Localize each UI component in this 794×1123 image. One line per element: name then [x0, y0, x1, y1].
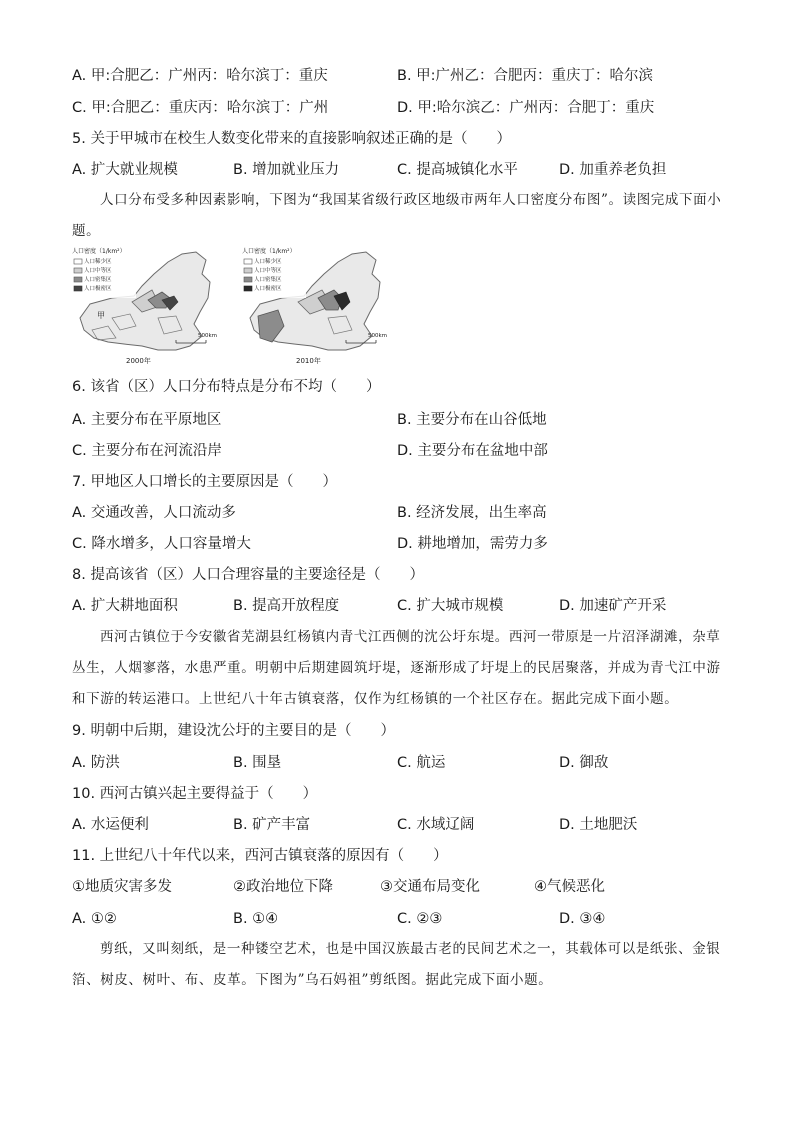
- scale-label: 500km: [368, 333, 388, 339]
- q6-stem: 6. 该省（区）人口分布特点是分布不均（ ）: [72, 379, 381, 395]
- passage-papercut: 剪纸，又叫刻纸，是一种镂空艺术，也是中国汉族最古老的民间艺术之一，其载体可以是纸张、金银箔、树皮、树叶、布、皮革。下图为”乌石妈祖”剪纸图。据此完成下面小题。: [72, 941, 721, 988]
- map-2010: [242, 246, 392, 368]
- legend-swatch-very-dense: [244, 286, 252, 291]
- legend-labels: 人口稀少区 人口中等区 人口密集区 人口极密区: [84, 259, 112, 292]
- q8-stem: 8. 提高该省（区）人口合理容量的主要途径是（ ）: [72, 567, 424, 583]
- label-jia: 甲: [97, 311, 105, 320]
- q7-option-c: C. 降水增多，人口容量增大: [72, 536, 251, 552]
- legend-labels: 人口稀少区 人口中等区 人口密集区 人口极密区: [254, 259, 282, 292]
- q4-option-c: C. 甲:合肥乙：重庆丙：哈尔滨丁：广州: [72, 100, 329, 116]
- q10-stem: 10. 西河古镇兴起主要得益于（ ）: [72, 786, 318, 802]
- q6-option-c: C. 主要分布在河流沿岸: [72, 443, 222, 459]
- q4-option-d: D. 甲:哈尔滨乙：广州丙：合肥丁：重庆: [397, 100, 655, 116]
- map-caption: 2000年: [126, 357, 151, 365]
- q11-stem: 11. 上世纪八十年代以来，西河古镇衰落的原因有（ ）: [72, 848, 448, 864]
- q9-option-d: D. 御敌: [559, 755, 609, 771]
- q11-statement-2: ②政治地位下降: [233, 879, 333, 895]
- q10-option-a: A. 水运便利: [72, 817, 149, 833]
- q7-stem: 7. 甲地区人口增长的主要原因是（ ）: [72, 474, 337, 490]
- q11-option-d: D. ③④: [559, 911, 606, 927]
- q5-option-a: A. 扩大就业规模: [72, 162, 178, 178]
- q11-statement-3: ③交通布局变化: [380, 879, 480, 895]
- legend-title: 人口密度（1/km²）: [242, 248, 296, 255]
- passage-xihe: 西河古镇位于今安徽省芜湖县红杨镇内青弋江西侧的沈公圩东堤。西河一带原是一片沼泽湖滩，杂草丛生，人烟寥落，水患严重。明朝中后期建圆筑圩堤，逐渐形成了圩堤上的民居聚落，并成为青弋江中游和下游的转运港口。上世纪八十年古镇衰落，仅作为红杨镇的一个社区存在。据此完成下面小题。: [72, 629, 721, 707]
- legend-swatch-sparse: [74, 259, 82, 264]
- q4-option-b: B. 甲:广州乙：合肥丙：重庆丁：哈尔滨: [397, 68, 654, 84]
- scale-label: 500km: [198, 333, 218, 339]
- q10-option-d: D. 土地肥沃: [559, 817, 638, 833]
- map-2000: [72, 246, 222, 368]
- q10-option-b: B. 矿产丰富: [233, 817, 311, 833]
- legend-swatch-medium: [74, 268, 82, 273]
- q8-option-b: B. 提高开放程度: [233, 598, 340, 614]
- legend-swatch-dense: [74, 277, 82, 282]
- q7-option-a: A. 交通改善，人口流动多: [72, 505, 236, 521]
- q8-option-a: A. 扩大耕地面积: [72, 598, 178, 614]
- legend-title: 人口密度（1/km²）: [72, 248, 126, 255]
- q6-option-b: B. 主要分布在山谷低地: [397, 412, 547, 428]
- q11-statement-4: ④气候恶化: [534, 879, 605, 895]
- q6-option-a: A. 主要分布在平原地区: [72, 412, 222, 428]
- map-caption: 2010年: [296, 357, 321, 365]
- q8-option-d: D. 加速矿产开采: [559, 598, 667, 614]
- q5-stem: 5. 关于甲城市在校生人数变化带来的直接影响叙述正确的是（ ）: [72, 131, 511, 147]
- q4-option-a: A. 甲:合肥乙：广州丙：哈尔滨丁：重庆: [72, 68, 328, 84]
- legend-swatch-sparse: [244, 259, 252, 264]
- q7-option-b: B. 经济发展，出生率高: [397, 505, 547, 521]
- legend-swatch-medium: [244, 268, 252, 273]
- q7-option-d: D. 耕地增加，需劳力多: [397, 536, 548, 552]
- q9-stem: 9. 明朝中后期，建设沈公圩的主要目的是（ ）: [72, 723, 395, 739]
- q9-option-c: C. 航运: [397, 755, 446, 771]
- legend-swatch-dense: [244, 277, 252, 282]
- q5-option-c: C. 提高城镇化水平: [397, 162, 518, 178]
- q11-option-a: A. ①②: [72, 911, 117, 927]
- q11-option-b: B. ①④: [233, 911, 279, 927]
- q8-option-c: C. 扩大城市规模: [397, 598, 504, 614]
- legend-swatch-very-dense: [74, 286, 82, 291]
- q10-option-c: C. 水域辽阔: [397, 817, 475, 833]
- q9-option-a: A. 防洪: [72, 755, 120, 771]
- q11-statement-1: ①地质灾害多发: [72, 879, 172, 895]
- q6-option-d: D. 主要分布在盆地中部: [397, 443, 548, 459]
- q5-option-d: D. 加重养老负担: [559, 162, 667, 178]
- q5-option-b: B. 增加就业压力: [233, 162, 340, 178]
- q9-option-b: B. 围垦: [233, 755, 282, 771]
- passage-population: 人口分布受多种因素影响，下图为“我国某省级行政区地级市两年人口密度分布图”。读图完成下面小题。: [72, 192, 722, 239]
- q11-option-c: C. ②③: [397, 911, 443, 927]
